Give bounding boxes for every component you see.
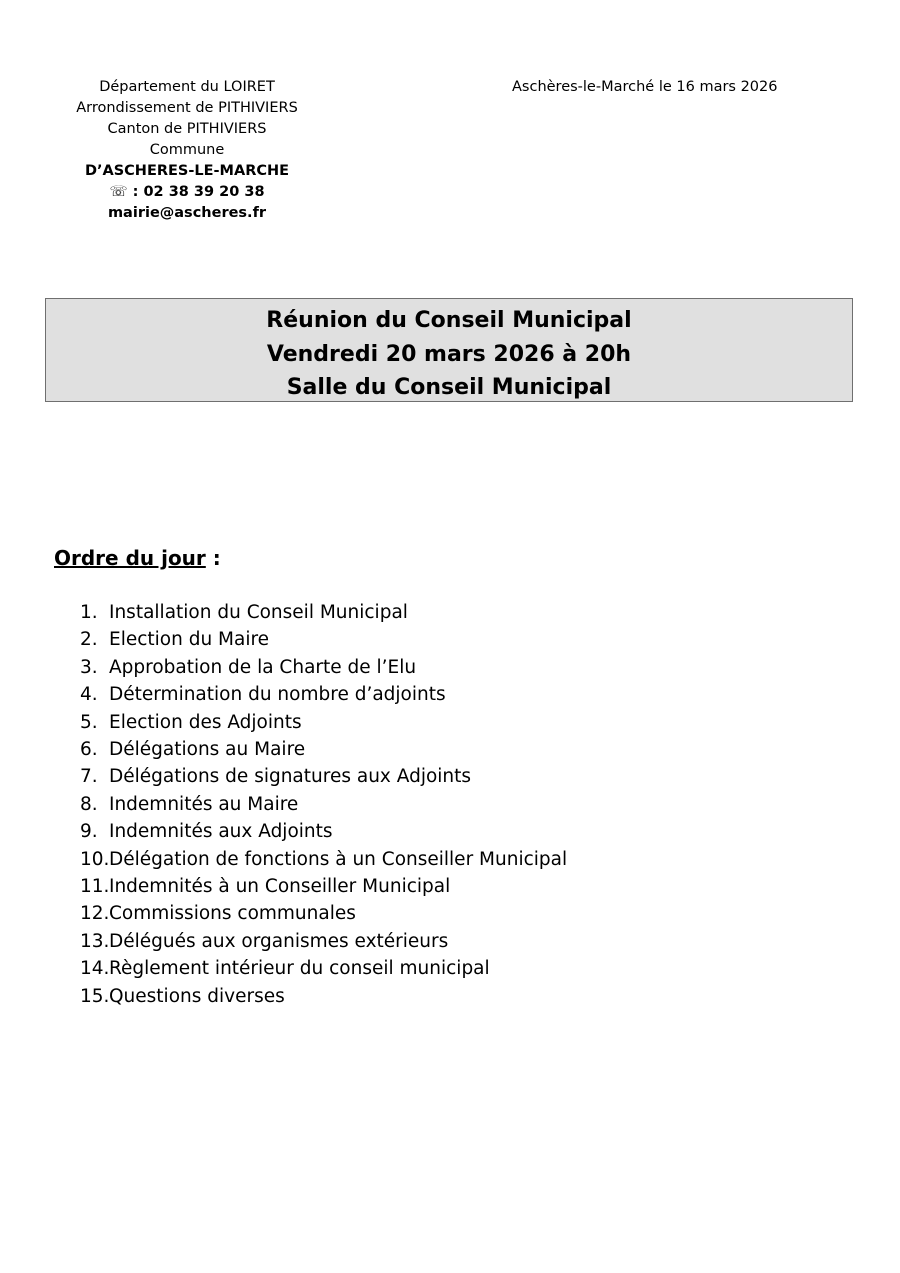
agenda-item-text: Election des Adjoints: [109, 711, 302, 733]
place-date: Aschères-le-Marché le 16 mars 2026: [512, 79, 778, 95]
agenda-item-number: 13.: [80, 930, 110, 952]
agenda-item-text: Délégués aux organismes extérieurs: [109, 930, 449, 952]
phone-line: [62, 182, 312, 203]
agenda-heading-text: Ordre du jour: [54, 546, 206, 570]
agenda-item: [80, 654, 567, 681]
agenda-item-number: 12.: [80, 903, 110, 925]
canton-line: Canton de PITHIVIERS: [107, 121, 267, 137]
agenda-item-number: 1.: [80, 602, 98, 623]
agenda-list: [80, 599, 567, 1010]
agenda-item-text: Indemnités aux Adjoints: [109, 821, 333, 843]
agenda-item-text: Commissions communales: [109, 903, 356, 925]
agenda-item-number: 15.: [80, 985, 110, 1007]
phone-number: : 02 38 39 20 38: [127, 184, 265, 200]
agenda-item-text: Indemnités à un Conseiller Municipal: [109, 876, 451, 898]
commune-label: Commune: [149, 142, 225, 158]
agenda-item: [80, 791, 567, 818]
agenda-item-number: 10.: [80, 848, 110, 870]
agenda-item-text: Indemnités au Maire: [109, 793, 299, 815]
agenda-item-number: 14.: [80, 958, 110, 980]
agenda-item-text: Règlement intérieur du conseil municipal: [109, 958, 490, 980]
agenda-item-number: 3.: [80, 656, 98, 678]
agenda-item-number: 7.: [80, 766, 98, 788]
departement-line: Département du LOIRET: [99, 79, 275, 95]
agenda-item-text: Délégation de fonctions à un Conseiller Municipal: [109, 848, 568, 870]
agenda-item: [80, 599, 567, 626]
agenda-heading: [54, 544, 221, 572]
agenda-item-text: Délégations au Maire: [109, 739, 306, 761]
meeting-datetime: Vendredi 20 mars 2026 à 20h: [266, 341, 632, 367]
agenda-item: [80, 736, 567, 763]
phone-icon: ☏: [109, 184, 128, 200]
agenda-item-number: 11.: [80, 876, 110, 898]
agenda-item-number: 5.: [80, 711, 98, 733]
agenda-item: [80, 928, 567, 955]
agenda-item: [80, 763, 567, 790]
agenda-item-text: Questions diverses: [109, 985, 285, 1007]
agenda-item: [80, 900, 567, 927]
meeting-title-box: [45, 298, 853, 402]
meeting-title: Réunion du Conseil Municipal: [266, 308, 632, 333]
agenda-item-text: Installation du Conseil Municipal: [109, 602, 408, 623]
agenda-item-number: 4.: [80, 684, 98, 706]
agenda-item: [80, 709, 567, 736]
agenda-item: [80, 846, 567, 873]
agenda-item-text: Détermination du nombre d’adjoints: [109, 684, 446, 706]
agenda-item: [80, 955, 567, 982]
meeting-location: Salle du Conseil Municipal: [286, 375, 612, 400]
agenda-item-number: 6.: [80, 739, 98, 761]
agenda-item: [80, 681, 567, 708]
arrondissement-line: Arrondissement de PITHIVIERS: [76, 100, 298, 116]
agenda-item-number: 2.: [80, 629, 98, 651]
agenda-item: [80, 873, 567, 900]
agenda-item-number: 8.: [80, 793, 98, 815]
agenda-heading-colon: :: [205, 546, 221, 570]
agenda-item-number: 9.: [80, 821, 98, 843]
agenda-item: [80, 818, 567, 845]
agenda-item: [80, 983, 567, 1010]
email-line: mairie@ascheres.fr: [107, 205, 267, 221]
agenda-item-text: Approbation de la Charte de l’Elu: [109, 656, 417, 678]
agenda-item-text: Election du Maire: [109, 629, 270, 651]
agenda-item: [80, 626, 567, 653]
commune-name: D’ASCHERES-LE-MARCHE: [84, 163, 290, 179]
agenda-item-text: Délégations de signatures aux Adjoints: [109, 766, 472, 788]
letterhead: [62, 77, 312, 224]
